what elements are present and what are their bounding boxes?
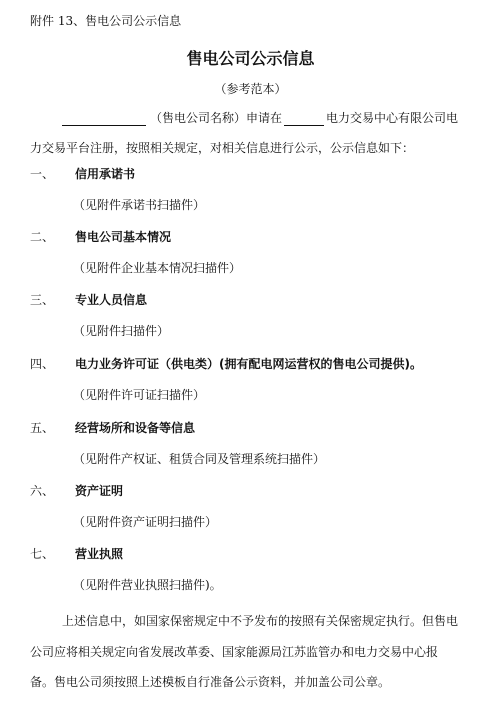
section-number: 六、 <box>30 484 55 498</box>
section-note: （见附件产权证、租赁合同及管理系统扫描件） <box>73 452 326 466</box>
intro-text-part1: （售电公司名称）申请在 <box>150 111 283 125</box>
province-blank <box>284 113 324 126</box>
intro-text-part2: 电力交易中心有限公司电 <box>326 111 459 125</box>
section-number: 一、 <box>30 167 55 181</box>
closing-line-3: 备。售电公司须按照上述模板自行准备公示资料，并加盖公司公章。 <box>30 675 391 689</box>
section-note: （见附件承诺书扫描件） <box>73 198 206 212</box>
section-note: （见附件企业基本情况扫描件） <box>73 261 242 275</box>
section-title: 营业执照 <box>75 547 124 561</box>
document-title: 售电公司公示信息 <box>186 49 315 68</box>
attachment-label: 附件 13、售电公司公示信息 <box>30 14 182 28</box>
intro-line-2: 力交易平台注册，按照相关规定，对相关信息进行公示，公示信息如下： <box>30 141 415 155</box>
section-title: 专业人员信息 <box>75 293 148 307</box>
section-note: （见附件扫描件） <box>73 324 170 338</box>
section-title: 经营场所和设备等信息 <box>75 421 196 435</box>
section-number: 三、 <box>30 293 55 307</box>
section-title: 售电公司基本情况 <box>75 230 172 244</box>
company-name-blank <box>62 113 146 126</box>
section-note: （见附件许可证扫描件） <box>73 388 206 402</box>
section-number: 四、 <box>30 357 55 371</box>
section-number: 二、 <box>30 230 55 244</box>
section-title: 资产证明 <box>75 484 124 498</box>
closing-line-1: 上述信息中，如国家保密规定中不予发布的按照有关保密规定执行。但售电 <box>62 614 459 628</box>
section-title: 电力业务许可证（供电类）(拥有配电网运营权的售电公司提供)。 <box>75 357 422 371</box>
closing-line-2: 公司应将相关规定向省发展改革委、国家能源局江苏监管办和电力交易中心报 <box>30 645 439 659</box>
document-subtitle: （参考范本） <box>214 82 287 96</box>
intro-line-1 <box>62 109 458 126</box>
section-title: 信用承诺书 <box>75 167 136 181</box>
section-number: 七、 <box>30 547 55 561</box>
section-note: （见附件资产证明扫描件） <box>73 515 218 529</box>
section-note: （见附件营业执照扫描件)。 <box>73 578 222 592</box>
section-number: 五、 <box>30 421 55 435</box>
